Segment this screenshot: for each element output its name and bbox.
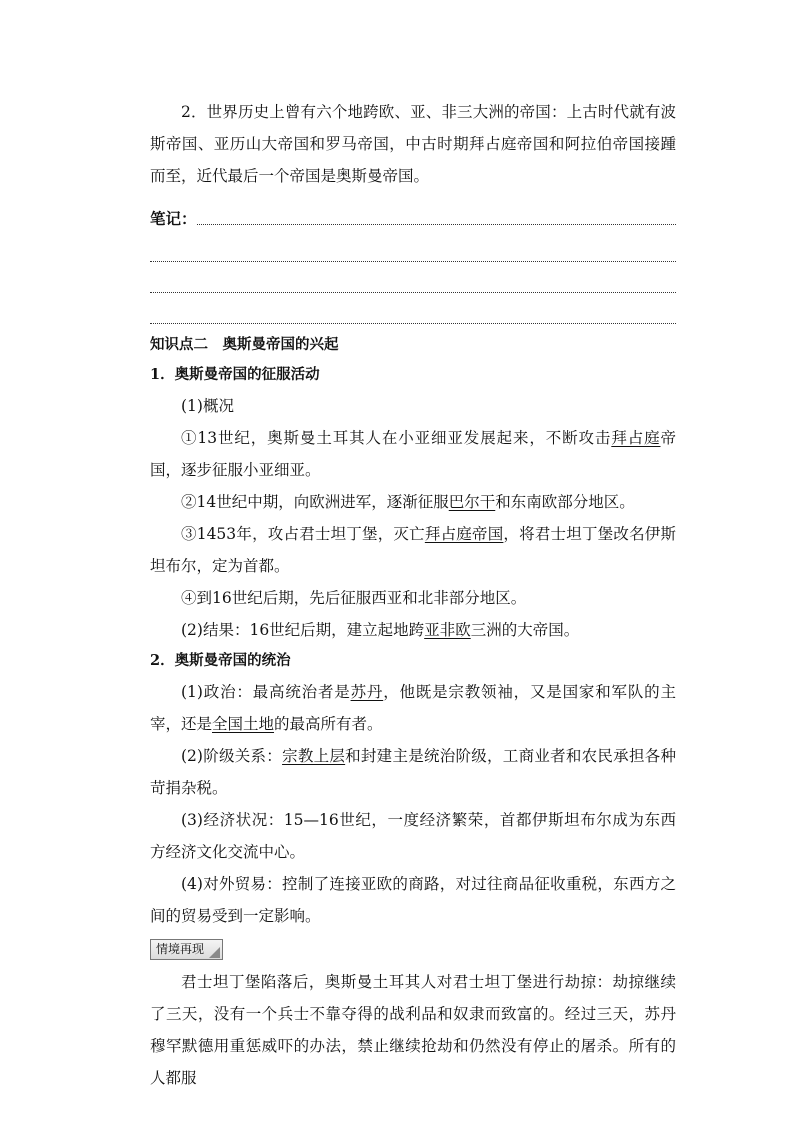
underlined-term: 苏丹: [350, 683, 384, 701]
politics-line: (1)政治：最高统治者是苏丹，他既是宗教领袖，又是国家和军队的主宰，还是全国土地的最高所有者。: [150, 683, 676, 733]
note-dotted-line: [150, 231, 676, 262]
note-row: [150, 200, 676, 231]
result-line: (2)结果：16世纪后期，建立起地跨亚非欧三洲的大帝国。: [181, 621, 580, 639]
context-tag: 情境再现: [150, 939, 223, 960]
list-item: ④到16世纪后期，先后征服西亚和北非部分地区。: [181, 589, 527, 607]
underlined-term: 全国土地: [212, 715, 275, 733]
class-line: (2)阶级关系：宗教上层和封建主是统治阶级，工商业者和农民承担各种苛捐杂税。: [150, 747, 676, 797]
list-item: ③1453年，攻占君士坦丁堡，灭亡拜占庭帝国，将君士坦丁堡改名伊斯坦布尔，定为首都。: [150, 525, 676, 575]
paragraph-empires: 2．世界历史上曾有六个地跨欧、亚、非三大洲的帝国：上古时代就有波斯帝国、亚历山大帝国和罗马帝国，中古时期拜占庭帝国和阿拉伯帝国接踵而至，近代最后一个帝国是奥斯曼帝国。: [150, 103, 676, 185]
story-paragraph: 君士坦丁堡陷落后，奥斯曼土耳其人对君士坦丁堡进行劫掠：劫掠继续了三天，没有一个兵士不靠夺得的战利品和奴隶而致富的。经过三天，苏丹穆罕默德用重惩威吓的办法，禁止继续抢劫和仍然没有停止的屠杀。所有的人都服: [150, 973, 676, 1087]
underlined-term: 拜占庭: [611, 429, 661, 447]
knowledge-point-title: 知识点二 奥斯曼帝国的兴起: [150, 336, 339, 353]
page-content: [150, 96, 676, 1094]
note-label: 笔记：: [150, 209, 197, 228]
list-item: ①13世纪，奥斯曼土耳其人在小亚细亚发展起来，不断攻击拜占庭帝国，逐步征服小亚细亚。: [150, 429, 676, 479]
section-title: 2．奥斯曼帝国的统治: [150, 652, 291, 669]
economy-line: (3)经济状况：15—16世纪，一度经济繁荣，首都伊斯坦布尔成为东西方经济文化交流中心。: [150, 811, 676, 861]
underlined-term: 亚非欧: [424, 621, 471, 639]
underlined-term: 宗教上层: [282, 747, 346, 765]
trade-line: (4)对外贸易：控制了连接亚欧的商路，对过往商品征收重税，东西方之间的贸易受到一定影响。: [150, 875, 676, 925]
subsection-title: (1)概况: [181, 397, 234, 415]
note-dotted-line: [197, 208, 676, 225]
list-item: ②14世纪中期，向欧洲进军，逐渐征服巴尔干和东南欧部分地区。: [181, 493, 635, 511]
tag-corner-icon: [209, 947, 220, 958]
note-dotted-line: [150, 262, 676, 293]
note-dotted-line: [150, 293, 676, 324]
underlined-term: 拜占庭帝国: [424, 525, 504, 543]
section-title: 1．奥斯曼帝国的征服活动: [150, 366, 320, 383]
underlined-term: 巴尔干: [448, 493, 496, 511]
